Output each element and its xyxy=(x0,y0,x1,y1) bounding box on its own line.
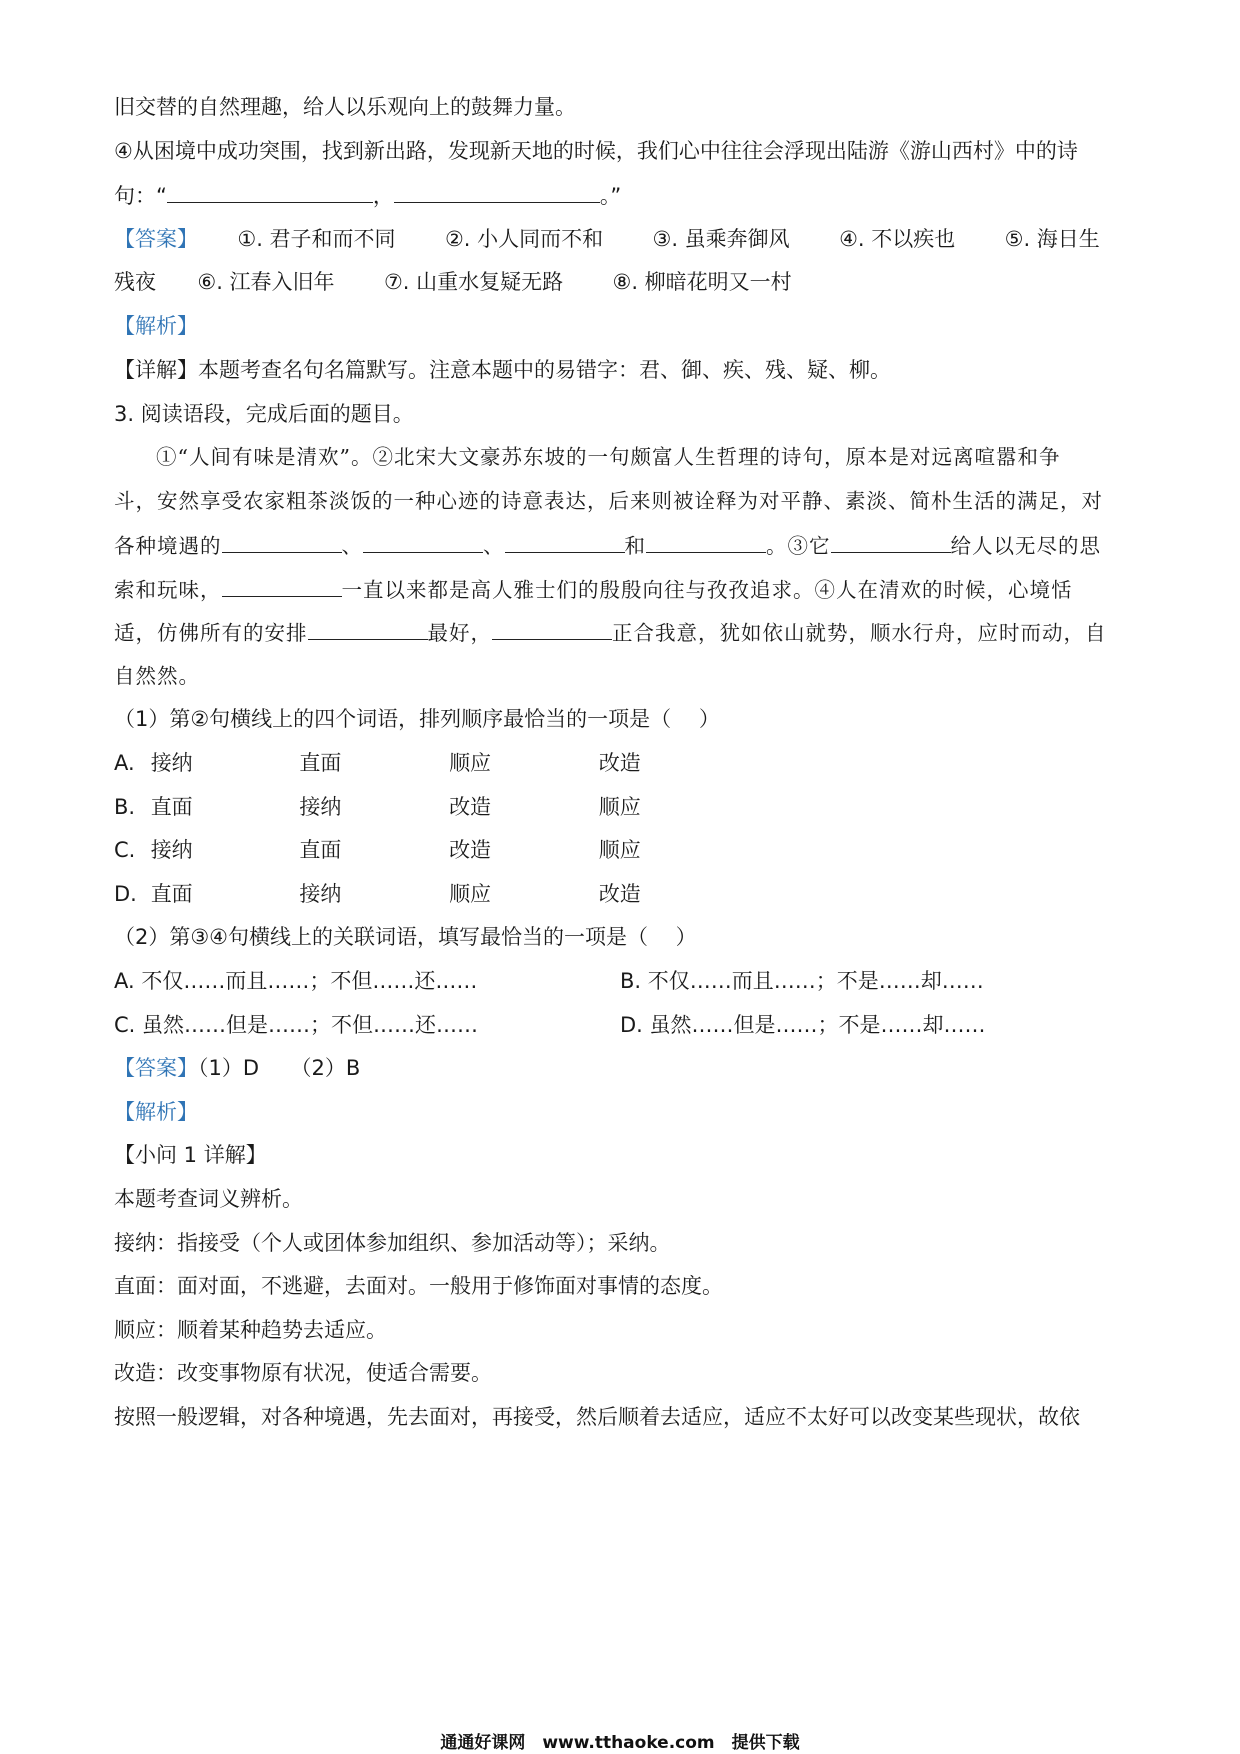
passage-line: ①“人间有味是清欢”。②北宋大文豪苏东坡的一句颇富人生哲理的诗句，原本是对远离喧嚣和争 xyxy=(156,445,1061,469)
analysis-tag: 【解析】 xyxy=(114,314,198,338)
option-word: 直面 xyxy=(299,751,342,775)
explanation-line: 按照一般逻辑，对各种境遇，先去面对，再接受，然后顺着去适应，适应不太好可以改变某些现状，故依 xyxy=(114,1405,1080,1429)
passage-line: 自然然。 xyxy=(114,664,200,688)
definition-line: 接纳：指接受（个人或团体参加组织、参加活动等）；采纳。 xyxy=(114,1231,671,1255)
sub-question-1: （1）第②句横线上的四个词语，排列顺序最恰当的一项是（ ） xyxy=(114,707,720,731)
text-fragment: 正合我意，犹如依山就势，顺水行舟，应时而动，自 xyxy=(612,621,1107,645)
option-label: D. xyxy=(114,882,137,906)
option-label: C. xyxy=(114,838,136,862)
passage-line: 斗，安然享受农家粗茶淡饭的一种心迹的诗意表达，后来则被诠释为对平静、素淡、简朴生活的满足，对 xyxy=(114,489,1103,513)
option-row-a xyxy=(114,748,641,778)
option-word: 顺应 xyxy=(449,751,492,775)
option-row-c xyxy=(114,835,641,865)
option-word: 接纳 xyxy=(150,838,193,862)
answer-item: 残夜 xyxy=(114,270,156,294)
fill-blank xyxy=(222,530,342,553)
detail-line xyxy=(114,355,891,385)
option-word: 直面 xyxy=(150,882,193,906)
option-word: 接纳 xyxy=(299,882,342,906)
answer-text: （1）D （2）B xyxy=(198,1056,361,1080)
answer-item: ③. 虽乘奔御风 xyxy=(652,227,790,251)
option-word: 直面 xyxy=(299,838,342,862)
text-fragment: 索和玩味， xyxy=(114,578,222,602)
option-a: A. 不仅……而且……；不但……还…… xyxy=(114,969,478,993)
passage-line xyxy=(114,530,1101,561)
definition-line: 直面：面对面，不逃避，去面对。一般用于修饰面对事情的态度。 xyxy=(114,1274,723,1298)
option-row-b xyxy=(114,792,641,822)
option-word: 改造 xyxy=(598,751,641,775)
answer-item: ⑦. 山重水复疑无路 xyxy=(383,270,564,294)
option-word: 改造 xyxy=(598,882,641,906)
text-fragment: 适，仿佛所有的安排 xyxy=(114,621,308,645)
question-4-blanks xyxy=(114,180,621,211)
text-fragment: 和 xyxy=(624,534,646,558)
fill-blank xyxy=(646,530,766,553)
option-d: D. 虽然……但是……；不是……却…… xyxy=(620,1013,986,1037)
fill-blank xyxy=(308,617,428,640)
definition-line: 顺应：顺着某种趋势去适应。 xyxy=(114,1318,387,1342)
option-word: 改造 xyxy=(449,795,492,819)
fill-blank xyxy=(167,180,373,203)
text-fragment: 。” xyxy=(599,184,622,208)
text-fragment: 最好， xyxy=(427,621,492,645)
analysis-tag: 【解析】 xyxy=(114,1100,198,1124)
passage-line xyxy=(114,617,1107,648)
answer-tag: 【答案】 xyxy=(114,227,198,251)
passage-line xyxy=(114,574,1073,605)
fill-blank xyxy=(505,530,625,553)
fill-blank xyxy=(492,617,612,640)
text-fragment: 句：“ xyxy=(114,184,167,208)
detail-tag: 【详解】 xyxy=(114,358,198,382)
option-word: 直面 xyxy=(150,795,193,819)
text-fragment: 各种境遇的 xyxy=(114,534,222,558)
definition-line: 改造：改变事物原有状况，使适合需要。 xyxy=(114,1361,492,1385)
answer-item: ⑥. 江春入旧年 xyxy=(197,270,335,294)
option-word: 顺应 xyxy=(598,795,641,819)
text-fragment: ， xyxy=(372,184,394,208)
text-fragment: 、 xyxy=(341,534,363,558)
option-word: 接纳 xyxy=(150,751,193,775)
answer-line-2 xyxy=(114,267,792,297)
option-row-d xyxy=(114,879,641,909)
text-fragment: 。③它 xyxy=(766,534,831,558)
option-word: 改造 xyxy=(449,838,492,862)
option-label: B. xyxy=(114,795,136,819)
sub-question-2: （2）第③④句横线上的关联词语，填写最恰当的一项是（ ） xyxy=(114,925,697,949)
text-fragment: 一直以来都是高人雅士们的殷殷向往与孜孜追求。④人在清欢的时候，心境恬 xyxy=(341,578,1073,602)
fill-blank xyxy=(363,530,483,553)
answer-line xyxy=(114,224,1100,254)
answer-line-3 xyxy=(114,1053,360,1083)
option-c: C. 虽然……但是……；不但……还…… xyxy=(114,1013,479,1037)
answer-item: ④. 不以疾也 xyxy=(839,227,956,251)
option-word: 顺应 xyxy=(598,838,641,862)
answer-item: ⑧. 柳暗花明又一村 xyxy=(612,270,792,294)
text-fragment: 给人以无尽的思 xyxy=(950,534,1101,558)
text-line: 旧交替的自然理趣，给人以乐观向上的鼓舞力量。 xyxy=(114,95,576,119)
answer-item: ⑤. 海日生 xyxy=(1004,227,1100,251)
question-3-heading: 3. 阅读语段，完成后面的题目。 xyxy=(114,402,414,426)
option-word: 接纳 xyxy=(299,795,342,819)
answer-tag: 【答案】 xyxy=(114,1056,198,1080)
detail-text: 本题考查名句名篇默写。注意本题中的易错字：君、御、疾、残、疑、柳。 xyxy=(198,358,891,382)
fill-blank xyxy=(222,574,342,597)
text-fragment: 、 xyxy=(483,534,505,558)
option-word: 顺应 xyxy=(449,882,492,906)
option-b: B. 不仅……而且……；不是……却…… xyxy=(620,969,984,993)
answer-item: ①. 君子和而不同 xyxy=(237,227,396,251)
fill-blank xyxy=(831,530,951,553)
page-footer: 通通好课网 www.tthaoke.com 提供下载 xyxy=(440,1733,800,1753)
sub-question-1-detail-tag: 【小问 1 详解】 xyxy=(114,1143,267,1167)
explanation-intro: 本题考查词义辨析。 xyxy=(114,1187,303,1211)
answer-item: ②. 小人同而不和 xyxy=(444,227,604,251)
option-label: A. xyxy=(114,751,135,775)
question-4-line: ④从困境中成功突围，找到新出路，发现新天地的时候，我们心中往往会浮现出陆游《游山西村》中的诗 xyxy=(114,139,1078,163)
fill-blank xyxy=(394,180,600,203)
